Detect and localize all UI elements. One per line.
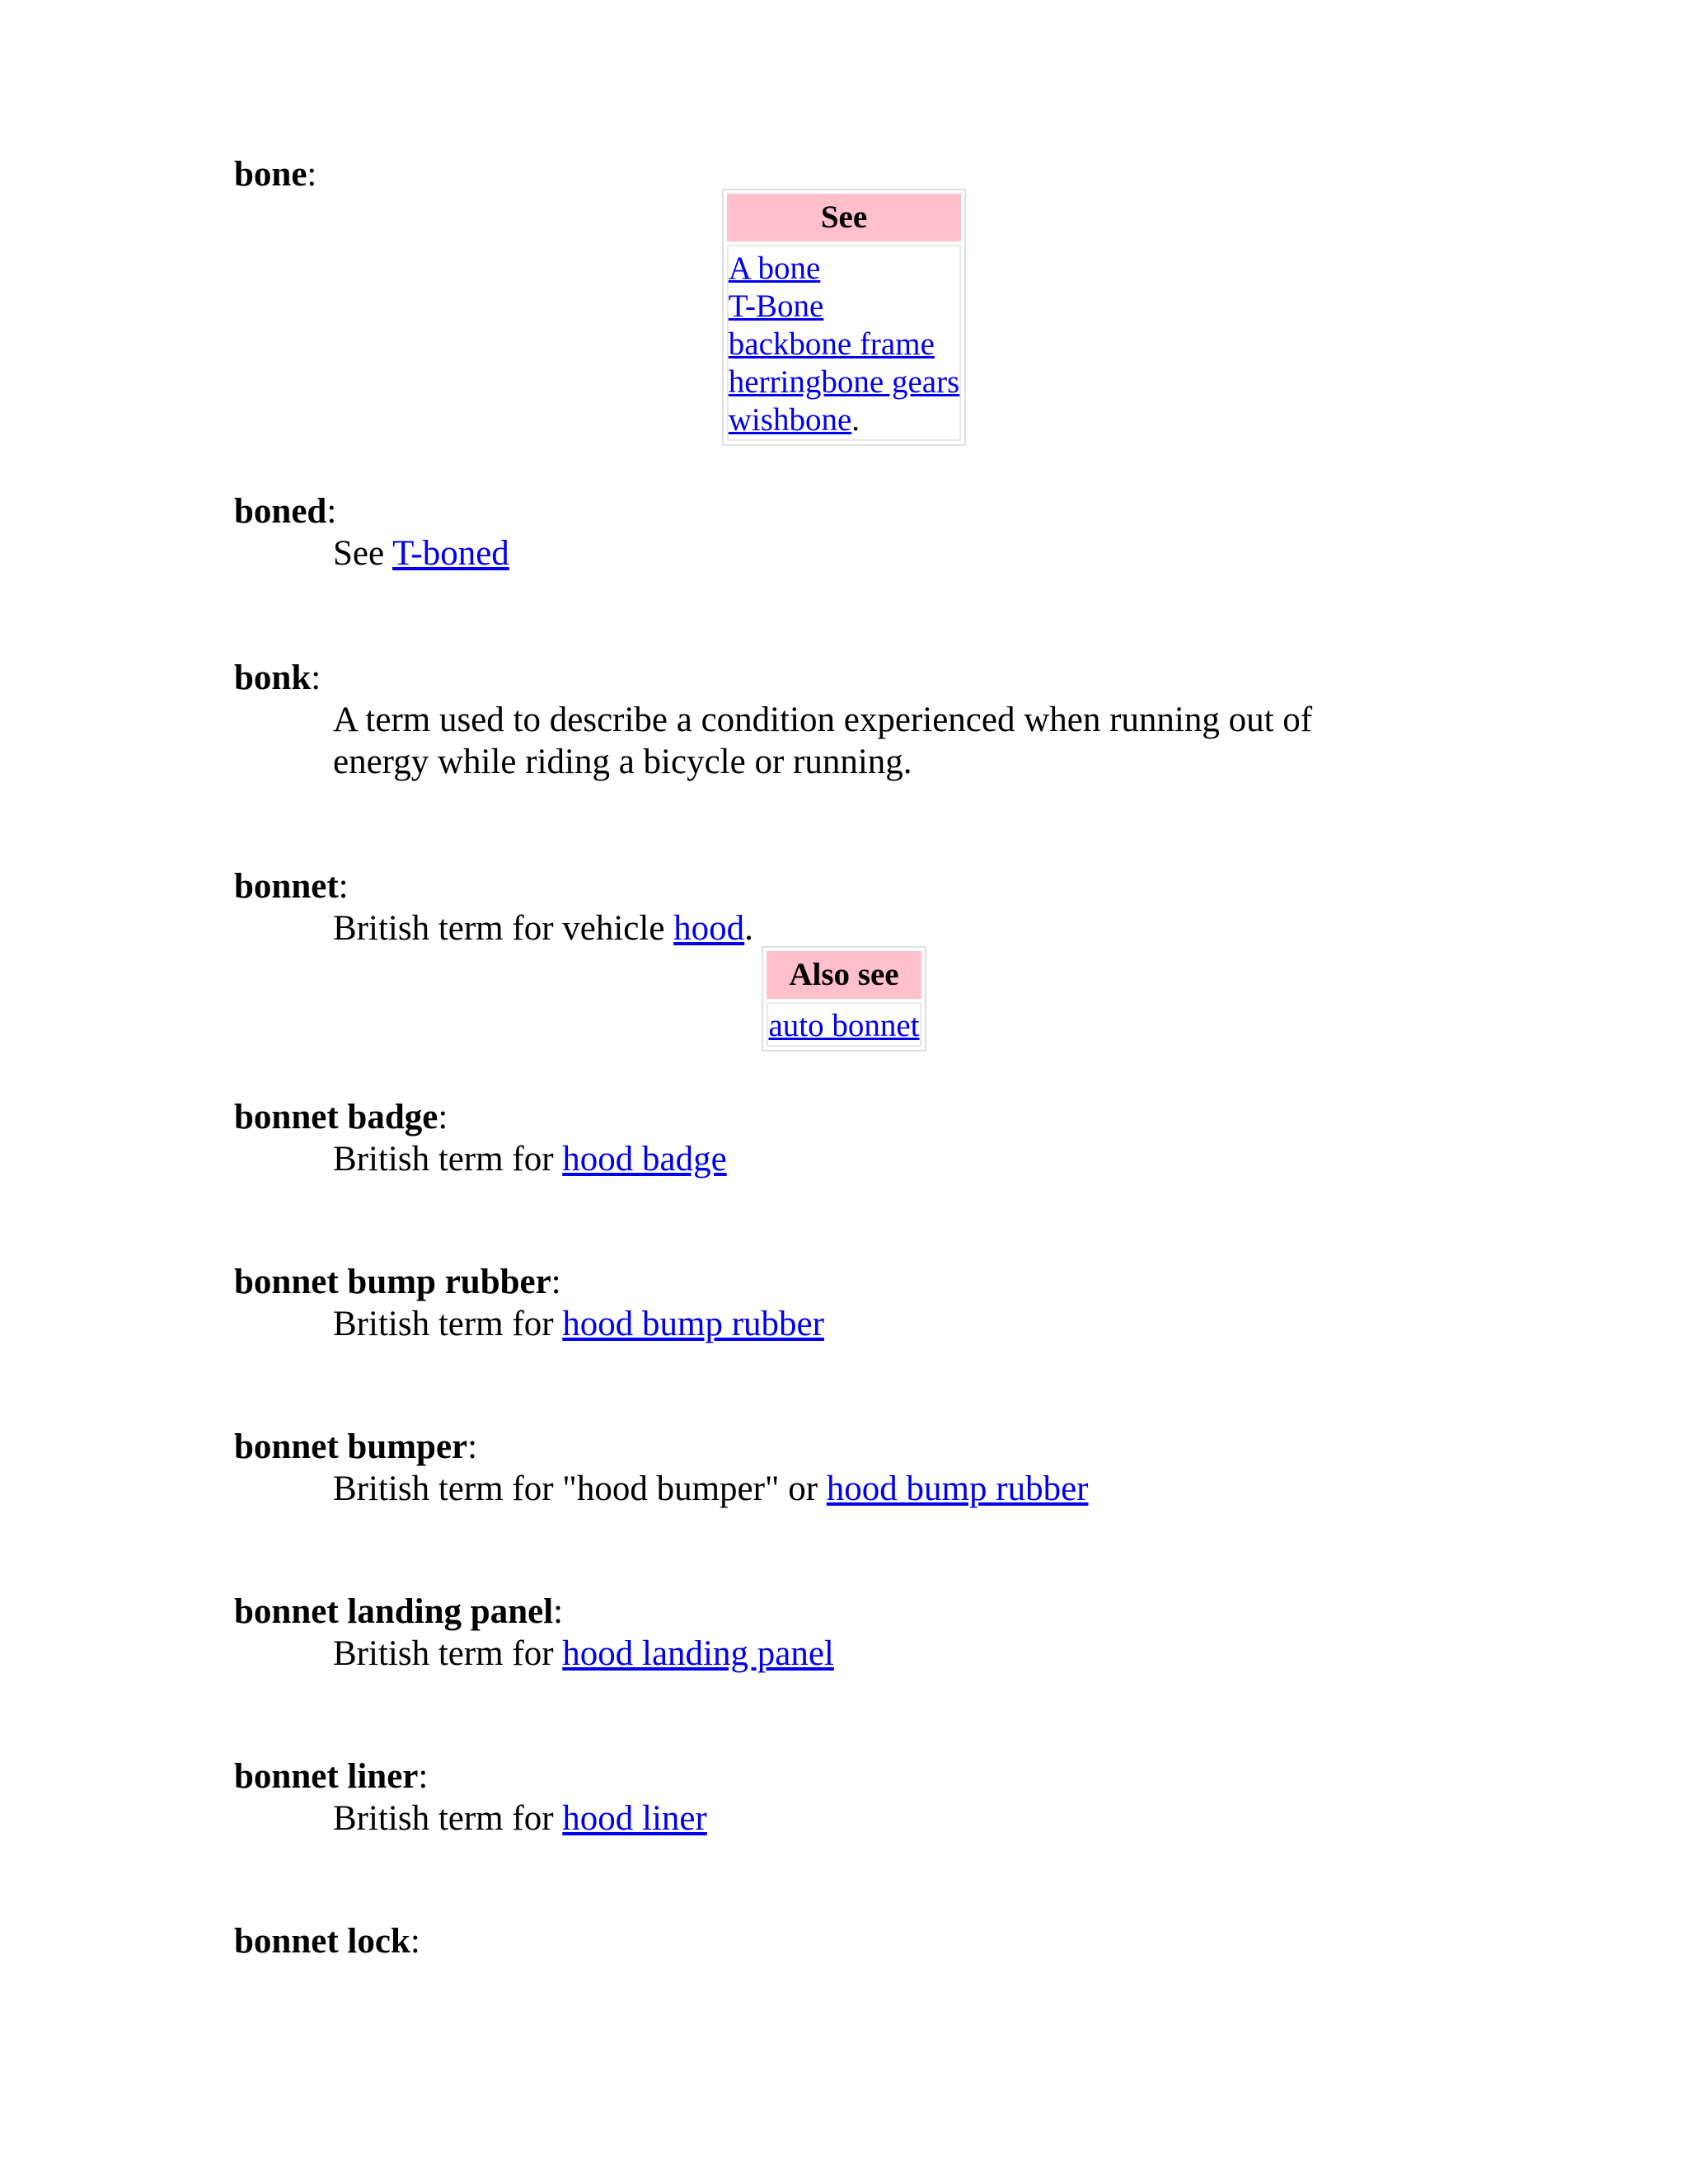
- see-box-bone: [722, 189, 966, 446]
- link-hood-liner[interactable]: hood liner: [562, 1799, 707, 1838]
- also-see-heading: Also see: [767, 951, 921, 999]
- definition-bonnet-liner: British term for hood liner: [333, 1799, 707, 1838]
- link-a-bone[interactable]: A bone: [728, 251, 821, 286]
- link-hood[interactable]: hood: [673, 909, 745, 948]
- link-hood-bump-rubber[interactable]: hood bump rubber: [562, 1305, 824, 1343]
- see-box-heading: See: [727, 194, 961, 241]
- term-boned: boned:: [234, 492, 337, 531]
- term-bonnet-bump-rubber: bonnet bump rubber:: [234, 1263, 561, 1301]
- see-also-bonnet: [234, 946, 1454, 1052]
- term-bonnet-lock: bonnet lock:: [234, 1922, 420, 1961]
- link-t-boned[interactable]: T-boned: [392, 534, 509, 573]
- term-bone: bone:: [234, 155, 317, 194]
- glossary-list: [234, 153, 1454, 1962]
- also-see-links: [767, 1002, 921, 1047]
- definition-bonnet: British term for vehicle hood.: [333, 909, 753, 948]
- term-bonnet-bumper: bonnet bumper:: [234, 1427, 478, 1466]
- link-herringbone-gears[interactable]: herringbone gears: [728, 364, 960, 400]
- term-bonnet: bonnet:: [234, 867, 349, 906]
- term-bonnet-liner: bonnet liner:: [234, 1757, 429, 1796]
- definition-bonnet-bumper: British term for "hood bumper" or hood bump rubber: [333, 1469, 1089, 1508]
- see-box-links: A bone T-Bone backbone frame herringbone gears wishbone.: [727, 245, 961, 441]
- link-backbone-frame[interactable]: backbone frame: [728, 326, 935, 362]
- definition-bonnet-bump-rubber: British term for hood bump rubber: [333, 1305, 824, 1343]
- term-bonnet-landing-panel: bonnet landing panel:: [234, 1592, 564, 1631]
- link-t-bone[interactable]: T-Bone: [728, 288, 824, 324]
- link-hood-landing-panel[interactable]: hood landing panel: [562, 1634, 834, 1673]
- definition-bonk: A term used to describe a condition experienced when running out of energy while riding a bicycle or running.: [333, 701, 1313, 781]
- link-auto-bonnet[interactable]: auto bonnet: [768, 1008, 920, 1043]
- definition-bone: [234, 189, 1454, 446]
- link-hood-bump-rubber-2[interactable]: hood bump rubber: [826, 1469, 1089, 1508]
- term-bonk: bonk:: [234, 658, 321, 697]
- definition-bonnet-landing-panel: British term for hood landing panel: [333, 1634, 834, 1673]
- also-see-box-bonnet: [762, 946, 926, 1052]
- definition-boned: See T-boned: [333, 534, 509, 573]
- link-wishbone[interactable]: wishbone: [728, 402, 852, 438]
- term-bonnet-badge: bonnet badge:: [234, 1098, 448, 1137]
- definition-bonnet-badge: British term for hood badge: [333, 1140, 727, 1179]
- link-hood-badge[interactable]: hood badge: [562, 1140, 727, 1179]
